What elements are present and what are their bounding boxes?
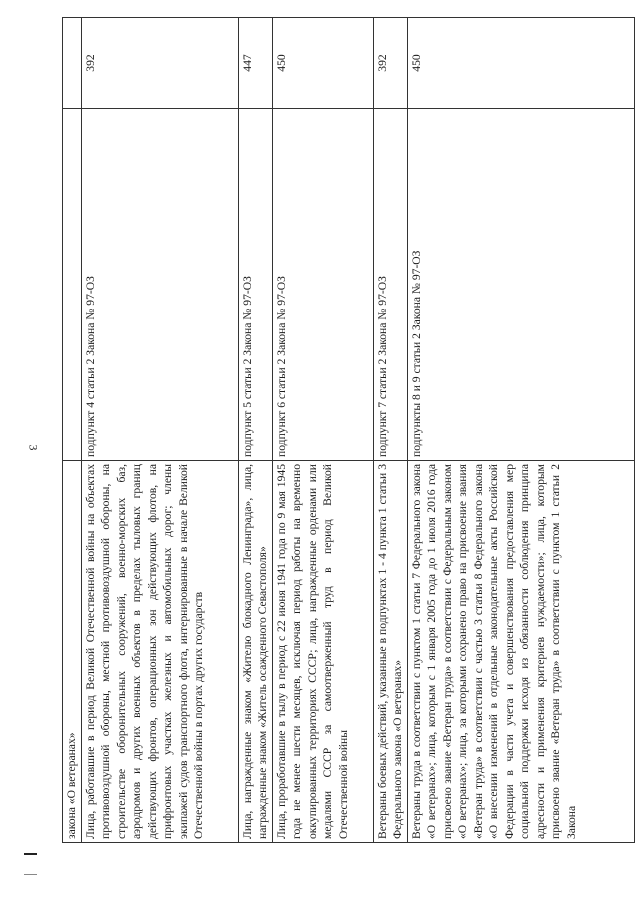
legal-basis-cell: подпункт 5 статьи 2 Закона № 97-ОЗ xyxy=(238,109,272,461)
table-row xyxy=(407,18,634,843)
legal-basis-cell: подпункт 4 статьи 2 Закона № 97-ОЗ xyxy=(81,109,238,461)
amount-cell: 450 xyxy=(407,18,634,109)
margin-mark xyxy=(24,874,37,875)
category-cell: Лица, проработавшие в тылу в период с 22 июня 1941 года по 9 мая 1945 года не менее шести месяцев, исключая период работы на временно оккупированных территориях СССР; лица, награжденные орденами или медалями СССР за самоотверженный труд в период Великой Отечественной войны xyxy=(272,461,373,843)
amount-cell: 392 xyxy=(81,18,238,109)
table-row xyxy=(63,18,82,843)
benefits-table-rotated xyxy=(62,18,617,843)
table-row xyxy=(238,18,272,843)
table-row xyxy=(373,18,407,843)
legal-basis-cell: подпункт 7 статьи 2 Закона № 97-ОЗ xyxy=(373,109,407,461)
category-cell: Лица, работавшие в период Великой Отечественной войны на объектах противовоздушной обороны, местной противовоздушной обороны, на строительстве оборонительных сооружений, военно-морских баз, аэродромов и других военных объектов в пределах тыловых границ действующих фронтов, операционных зон действующих флотов, на прифронтовых участках железных и автомобильных дорог; члены экипажей судов транспортного флота, интернированные в начале Великой Отечественной войны в портах других государств xyxy=(81,461,238,843)
legal-basis-cell xyxy=(63,109,82,461)
benefits-table xyxy=(62,17,635,843)
table-row xyxy=(272,18,373,843)
table-row xyxy=(81,18,238,843)
margin-mark xyxy=(24,853,37,855)
legal-basis-cell: подпункты 8 и 9 статьи 2 Закона № 97-ОЗ xyxy=(407,109,634,461)
amount-cell: 392 xyxy=(373,18,407,109)
amount-cell: 450 xyxy=(272,18,373,109)
amount-cell: 447 xyxy=(238,18,272,109)
category-cell: Лица, награжденные знаком «Жителю блокадного Ленинграда», лица, награжденные знаком «Житель осажденного Севастополя» xyxy=(238,461,272,843)
category-cell: Ветераны труда в соответствии с пунктом 1 статьи 7 Федерального закона «О ветеранах»; лица, которым с 1 января 2005 года до 1 июля 2016 года присвоено звание «Ветеран труда» в соответствии с Федеральным законом «О ветеранах»; лица, за которыми сохранено право на присвоение звания «Ветеран труда» в соответствии с частью 3 статьи 8 Федерального закона «О внесении изменений в отдельные законодательные акты Российской Федерации в части учета и совершенствования предоставления мер социальной поддержки исходя из обязанности соблюдения принципа адресности и применения критериев нуждаемости»; лица, которым присвоено звание «Ветеран труда» в соответствии с пунктом 1 статьи 2 Закона xyxy=(407,461,634,843)
legal-basis-cell: подпункт 6 статьи 2 Закона № 97-ОЗ xyxy=(272,109,373,461)
amount-cell xyxy=(63,18,82,109)
page-number: 3 xyxy=(26,444,41,451)
category-cell: закона «О ветеранах» xyxy=(63,461,82,843)
category-cell: Ветераны боевых действий, указанные в подпунктах 1 - 4 пункта 1 статьи 3 Федерального закона «О ветеранах» xyxy=(373,461,407,843)
